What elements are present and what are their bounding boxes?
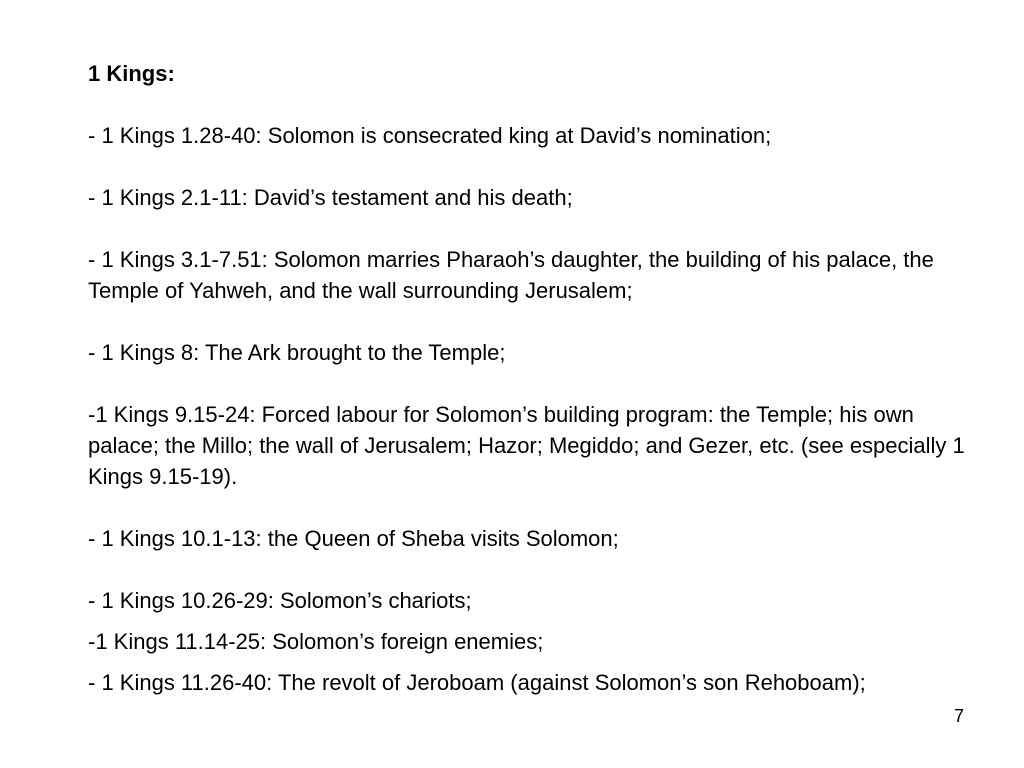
list-item: - 1 Kings 3.1-7.51: Solomon marries Pharaoh’s daughter, the building of his palace, the Temple of Yahweh, and the wall surrounding Jerusalem; bbox=[88, 247, 934, 303]
list-item: -1 Kings 11.14-25: Solomon’s foreign enemies; bbox=[88, 629, 544, 654]
slide-content bbox=[88, 58, 968, 698]
list-item: - 1 Kings 1.28-40: Solomon is consecrated king at David’s nomination; bbox=[88, 123, 772, 148]
list-item: - 1 Kings 10.26-29: Solomon’s chariots; bbox=[88, 588, 472, 613]
list-item: - 1 Kings 10.1-13: the Queen of Sheba visits Solomon; bbox=[88, 526, 619, 551]
list-item: - 1 Kings 11.26-40: The revolt of Jeroboam (against Solomon’s son Rehoboam); bbox=[88, 670, 866, 695]
list-item: -1 Kings 9.15-24: Forced labour for Solomon’s building program: the Temple; his own palace; the Millo; the wall of Jerusalem; Hazor; Megiddo; and Gezer, etc. (see especially 1 Kings 9.15-19). bbox=[88, 402, 965, 489]
page-number: 7 bbox=[953, 706, 964, 726]
list-item: - 1 Kings 2.1-11: David’s testament and his death; bbox=[88, 185, 573, 210]
slide-heading: 1 Kings: bbox=[88, 61, 175, 86]
list-item: - 1 Kings 8: The Ark brought to the Temple; bbox=[88, 340, 506, 365]
